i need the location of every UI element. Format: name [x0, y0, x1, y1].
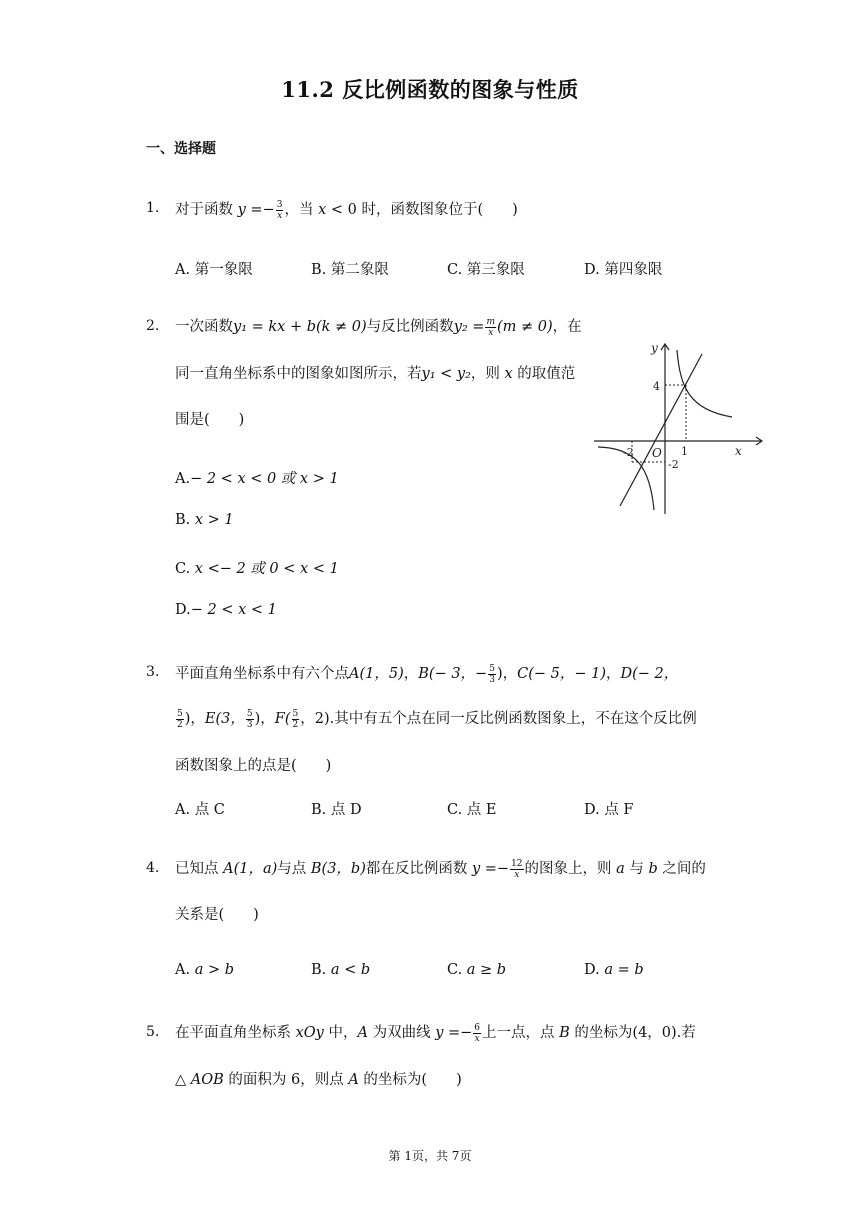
- section-heading: 一、选择题: [146, 141, 216, 157]
- question-2-option-b: B. x > 1: [175, 512, 234, 528]
- question-1-option-b: B. 第二象限: [311, 262, 389, 278]
- question-5-number: 5.: [146, 1024, 160, 1040]
- question-3-number: 3.: [146, 664, 160, 680]
- question-2-stem-line-3: 围是( ): [175, 412, 245, 428]
- question-3-stem-line-2: $\frac{5}{2}$ )，E(3， $\frac{5}{3}$ )，F( $\frac{5}{2}$ ，2).其中有五个点在同一反比例函数图象上，不在这个反比例: [177, 708, 697, 730]
- question-4-option-c: C. a ≥ b: [447, 962, 507, 978]
- question-3-option-b: B. 点 D: [311, 802, 362, 818]
- fraction: $\frac{5}{3}$: [246, 708, 253, 730]
- question-2-number: 2.: [146, 318, 160, 334]
- question-4-stem-line-1: 已知点 A(1，a)与点 B(3，b)都在反比例函数 y =− $\frac{12}{x}$ 的图象上，则 a 与 b 之间的: [175, 858, 706, 880]
- question-1-option-d: D. 第四象限: [584, 262, 663, 278]
- fraction: $\frac{12}{x}$: [511, 858, 523, 880]
- question-1-option-a: A. 第一象限: [175, 262, 253, 278]
- origin-label: O: [652, 446, 662, 460]
- question-3-stem-line-3: 函数图象上的点是( ): [175, 758, 332, 774]
- question-1-stem: 对于函数 y =− $\frac{3}{x}$ ，当 x < 0 时，函数图象位于( ): [175, 199, 518, 221]
- y-axis-label: y: [651, 341, 658, 355]
- question-4-option-b: B. a < b: [311, 962, 371, 978]
- page-footer: 第 1页，共 7页: [388, 1149, 472, 1163]
- tick-label-minus-2-x: -2: [623, 446, 634, 459]
- fraction: $\frac{m}{x}$: [486, 316, 495, 338]
- question-4-option-d: D. a = b: [584, 962, 644, 978]
- question-5-stem-line-1: 在平面直角坐标系 xOy 中，A 为双曲线 y =− $\frac{6}{x}$ 上一点，点 B 的坐标为(4，0).若: [175, 1022, 696, 1044]
- question-4-option-a: A. a > b: [175, 962, 234, 978]
- fraction: $\frac{5}{2}$: [292, 708, 299, 730]
- question-2-option-a: A.− 2 < x < 0 或 x > 1: [175, 471, 339, 487]
- tick-label-4: 4: [653, 380, 660, 393]
- fraction: $\frac{3}{x}$: [276, 199, 283, 221]
- question-2-option-d: D.− 2 < x < 1: [175, 602, 277, 618]
- hyperbola-branch-upper: [677, 350, 732, 417]
- question-3-option-c: C. 点 E: [447, 802, 497, 818]
- page-title: 11.2 反比例函数的图象与性质: [281, 77, 579, 102]
- question-2-option-c: C. x <− 2 或 0 < x < 1: [175, 561, 339, 577]
- question-4-stem-line-2: 关系是( ): [175, 907, 259, 923]
- question-2-stem-line-1: 一次函数y₁ = kx + b(k ≠ 0)与反比例函数y₂ = $\frac{m}{x}$ (m ≠ 0)，在: [175, 316, 582, 338]
- question-4-number: 4.: [146, 860, 160, 876]
- x-axis-label: x: [735, 444, 742, 458]
- function-graph: [592, 338, 766, 516]
- question-2-stem-line-2: 同一直角坐标系中的图象如图所示，若y₁ < y₂，则 x 的取值范: [175, 366, 576, 382]
- fraction: $\frac{5}{2}$: [177, 708, 183, 730]
- question-1-number: 1.: [146, 200, 160, 216]
- tick-label-minus-2-y: -2: [668, 458, 679, 471]
- question-3-stem-line-1: 平面直角坐标系中有六个点A(1，5)，B(− 3，− $\frac{5}{3}$ )，C(− 5，− 1)，D(− 2，: [175, 663, 679, 685]
- fraction: $\frac{5}{3}$: [489, 663, 495, 685]
- tick-label-1: 1: [681, 445, 688, 458]
- question-3-option-d: D. 点 F: [584, 802, 634, 818]
- fraction: $\frac{6}{x}$: [474, 1022, 481, 1044]
- question-3-option-a: A. 点 C: [175, 802, 225, 818]
- question-5-stem-line-2: △ AOB 的面积为 6，则点 A 的坐标为( ): [175, 1072, 462, 1088]
- question-1-option-c: C. 第三象限: [447, 262, 525, 278]
- linear-function-line: [620, 354, 702, 506]
